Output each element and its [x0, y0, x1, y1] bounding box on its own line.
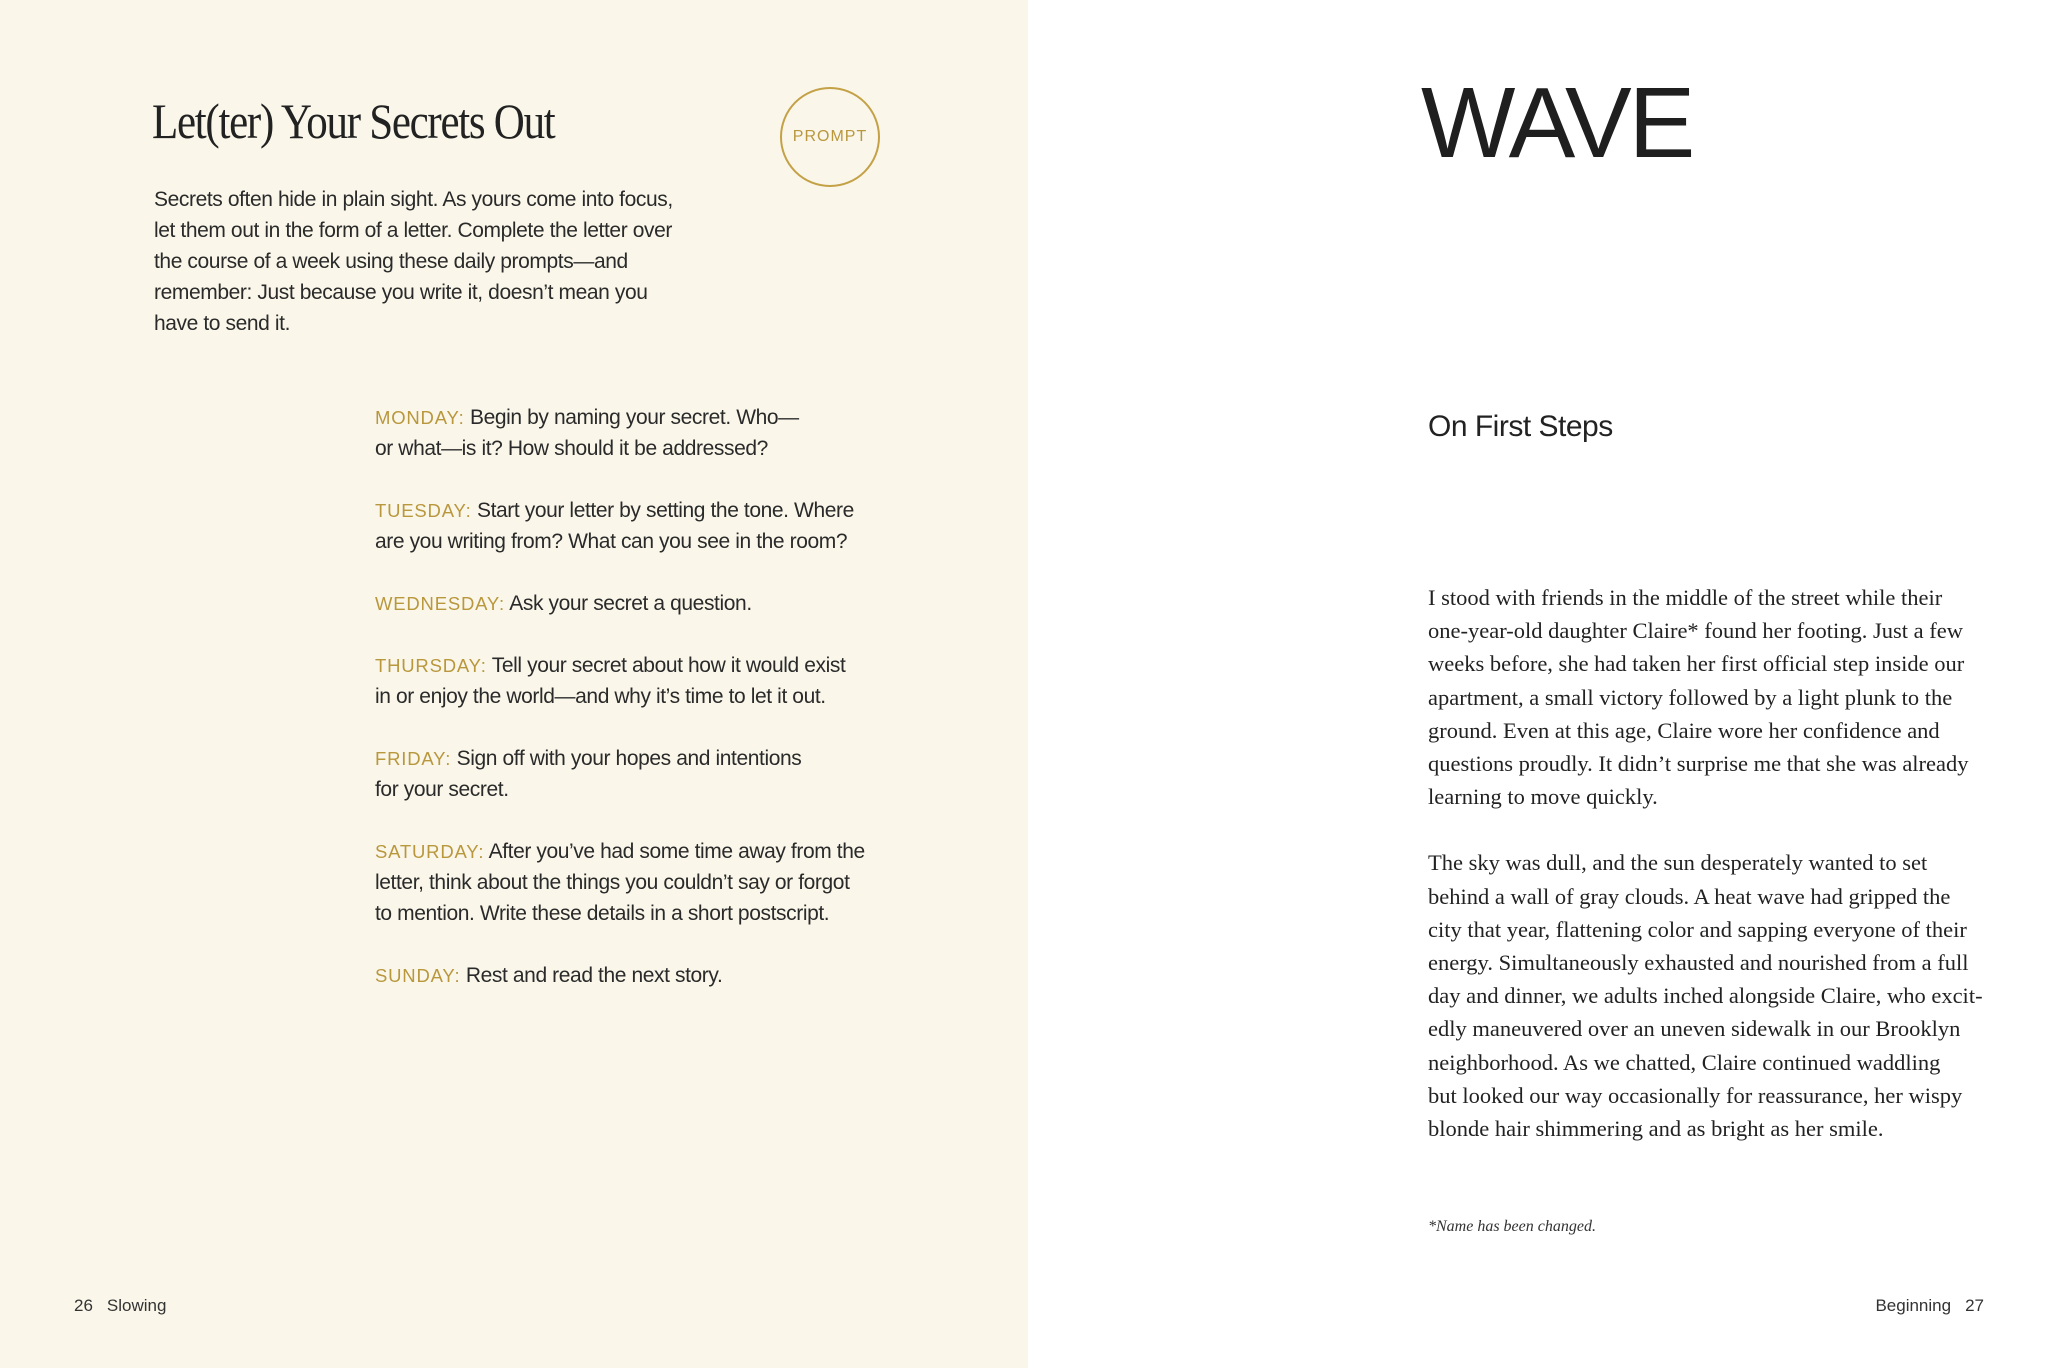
intro-line: Secrets often hide in plain sight. As yours come into focus,	[154, 188, 673, 211]
daily-prompt-item	[375, 743, 865, 805]
day-label: FRIDAY:	[375, 748, 452, 769]
intro-line: have to send it.	[154, 312, 291, 335]
daily-prompt-item	[375, 650, 865, 712]
intro-line: remember: Just because you write it, doesn’t mean you	[154, 281, 648, 304]
story-line: learning to move quickly.	[1428, 784, 1658, 810]
daily-prompt-line	[375, 402, 865, 433]
chapter-title: WAVE	[1421, 67, 1693, 179]
daily-prompt-text: Ask your secret a question.	[504, 592, 752, 615]
daily-prompt-text: Sign off with your hopes and intentions	[451, 747, 802, 770]
daily-prompt-line	[375, 650, 865, 681]
daily-prompt-item	[375, 588, 865, 619]
daily-prompt-line	[375, 774, 865, 805]
intro-line: let them out in the form of a letter. Complete the letter over	[154, 219, 672, 242]
story-line: The sky was dull, and the sun desperately wanted to set	[1428, 850, 1928, 876]
story-line: but looked our way occasionally for reassurance, her wispy	[1428, 1082, 1963, 1108]
day-label: MONDAY:	[375, 407, 465, 428]
story-line: energy. Simultaneously exhausted and nourished from a full	[1428, 950, 1969, 976]
day-label: THURSDAY:	[375, 655, 487, 676]
daily-prompt-line	[375, 867, 865, 898]
daily-prompt-line	[375, 526, 865, 557]
daily-prompt-text: to mention. Write these details in a short postscript.	[375, 902, 830, 925]
story-line: one-year-old daughter Claire* found her footing. Just a few	[1428, 618, 1964, 644]
daily-prompt-line	[375, 960, 865, 991]
daily-prompt-item	[375, 960, 865, 991]
story-line: questions proudly. It didn’t surprise me that she was already	[1428, 751, 1969, 777]
section-name: Beginning	[1875, 1296, 1952, 1315]
story-paragraph	[1428, 846, 1983, 1145]
daily-prompts-list	[375, 402, 865, 1022]
story-paragraph	[1428, 581, 1983, 813]
daily-prompt-item	[375, 495, 865, 557]
story-line: city that year, flattening color and sapping everyone of their	[1428, 916, 1967, 942]
story-line: ground. Even at this age, Claire wore her confidence and	[1428, 717, 1940, 743]
page-number: 26	[74, 1296, 93, 1315]
daily-prompt-line	[375, 836, 865, 867]
right-footer	[1875, 1296, 1984, 1316]
daily-prompt-text: in or enjoy the world—and why it’s time to let it out.	[375, 685, 826, 708]
daily-prompt-text: Start your letter by setting the tone. Where	[471, 499, 854, 522]
day-label: WEDNESDAY:	[375, 593, 505, 614]
daily-prompt-line	[375, 681, 865, 712]
story-line: I stood with friends in the middle of the street while their	[1428, 585, 1943, 610]
daily-prompt-line	[375, 743, 865, 774]
daily-prompt-line	[375, 495, 865, 526]
daily-prompt-item	[375, 402, 865, 464]
daily-prompt-line	[375, 898, 865, 929]
daily-prompt-text: or what—is it? How should it be addressed?	[375, 437, 768, 460]
intro-paragraph	[154, 184, 673, 339]
daily-prompt-text: Tell your secret about how it would exist	[486, 654, 846, 677]
prompt-badge-label: PROMPT	[792, 128, 868, 145]
day-label: TUESDAY:	[375, 500, 472, 521]
day-label: SUNDAY:	[375, 965, 461, 986]
section-name: Slowing	[106, 1296, 167, 1315]
daily-prompt-text: After you’ve had some time away from the	[484, 840, 865, 863]
footnote: *Name has been changed.	[1428, 1218, 1596, 1235]
story-line: day and dinner, we adults inched alongside Claire, who excit-	[1428, 983, 1983, 1009]
daily-prompt-text: Begin by naming your secret. Who—	[464, 406, 799, 429]
daily-prompt-text: Rest and read the next story.	[460, 964, 723, 987]
story-line: neighborhood. As we chatted, Claire continued waddling	[1428, 1049, 1941, 1075]
intro-line: the course of a week using these daily prompts—and	[154, 250, 628, 273]
story-line: blonde hair shimmering and as bright as her smile.	[1428, 1116, 1884, 1142]
daily-prompt-text: for your secret.	[375, 778, 509, 801]
prompt-badge	[780, 87, 880, 187]
story-body	[1428, 581, 1983, 1178]
story-line: behind a wall of gray clouds. A heat wave had gripped the	[1428, 883, 1951, 909]
daily-prompt-line	[375, 433, 865, 464]
daily-prompt-line	[375, 588, 865, 619]
daily-prompt-text: are you writing from? What can you see in the room?	[375, 530, 848, 553]
day-label: SATURDAY:	[375, 841, 485, 862]
story-subtitle: On First Steps	[1428, 410, 1613, 443]
daily-prompt-item	[375, 836, 865, 929]
left-footer	[74, 1296, 166, 1316]
story-line: apartment, a small victory followed by a light plunk to the	[1428, 684, 1953, 710]
story-line: edly maneuvered over an uneven sidewalk in our Brooklyn	[1428, 1016, 1961, 1042]
daily-prompt-text: letter, think about the things you couldn’t say or forgot	[375, 871, 850, 894]
story-line: weeks before, she had taken her first official step inside our	[1428, 651, 1965, 677]
prompt-title: Let(ter) Your Secrets Out	[152, 93, 555, 149]
page-number: 27	[1965, 1296, 1984, 1315]
